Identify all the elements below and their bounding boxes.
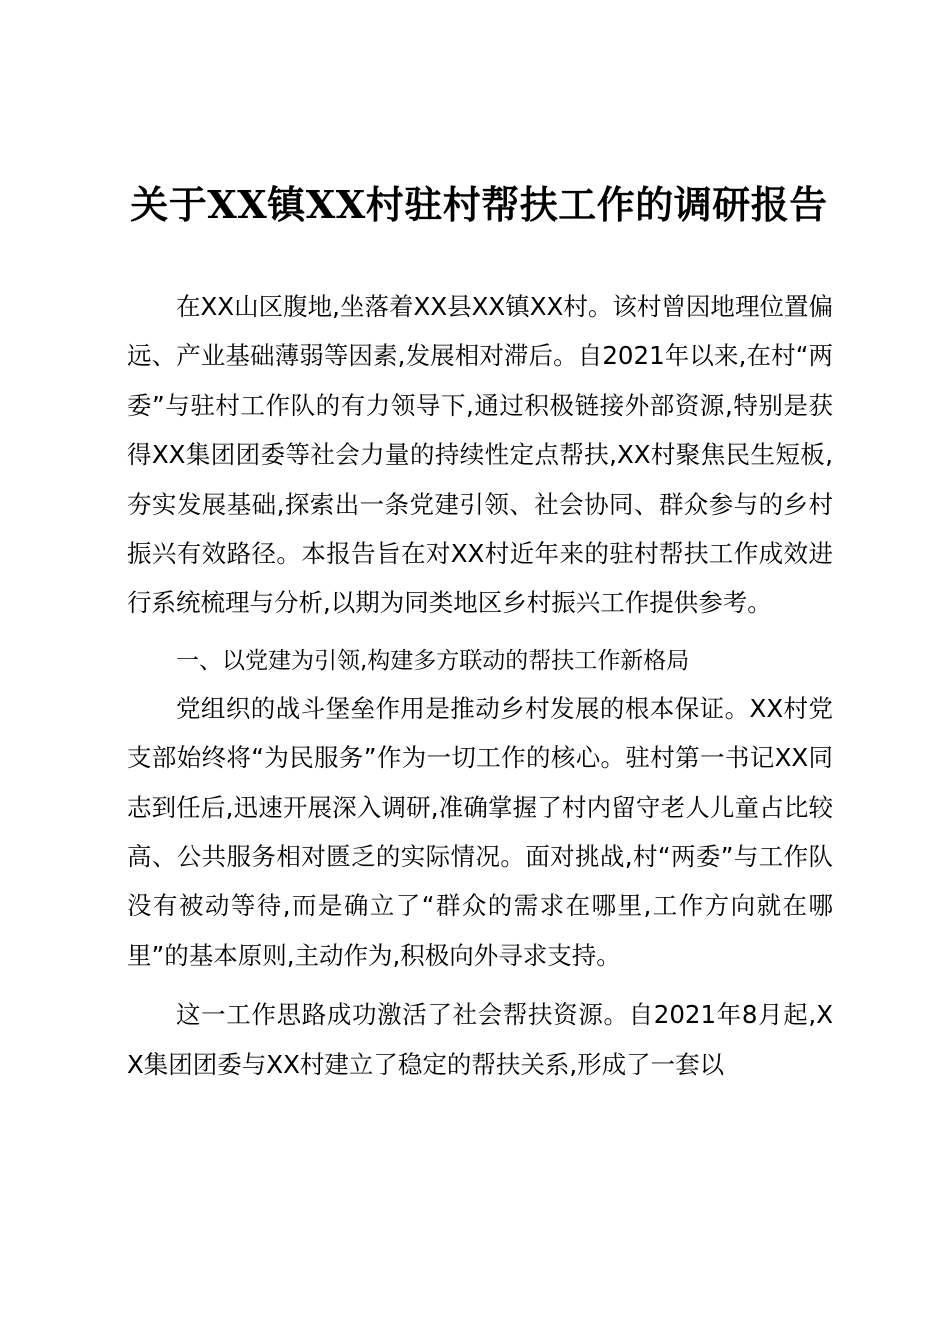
document-title: 关于XX镇XX村驻村帮扶工作的调研报告 bbox=[130, 182, 828, 227]
section-1-paragraph-2: 这一工作思路成功激活了社会帮扶资源。自2021年8月起,XX集团团委与XX村建立了稳定的帮扶关系,形成了一套以 bbox=[127, 1000, 833, 1079]
document-body bbox=[127, 282, 833, 1089]
section-heading-1: 一、以党建为引领,构建多方联动的帮扶工作新格局 bbox=[176, 647, 690, 674]
section-1-paragraph-1: 党组织的战斗堡垒作用是推动乡村发展的根本保证。XX村党支部始终将“为民服务”作为一切工作的核心。驻村第一书记XX同志到任后,迅速开展深入调研,准确掌握了村内留守老人儿童占比较高、公共服务相对匮乏的实际情况。面对挑战,村“两委”与工作队没有被动等待,而是确立了“群众的需求在哪里,工作方向就在哪里”的基本原则,主动作为,积极向外寻求支持。 bbox=[127, 693, 833, 970]
intro-paragraph: 在XX山区腹地,坐落着XX县XX镇XX村。该村曾因地理位置偏远、产业基础薄弱等因素,发展相对滞后。自2021年以来,在村“两委”与驻村工作队的有力领导下,通过积极链接外部资源,特别是获得XX集团团委等社会力量的持续性定点帮扶,XX村聚焦民生短板,夯实发展基础,探索出一条党建引领、社会协同、群众参与的乡村振兴有效路径。本报告旨在对XX村近年来的驻村帮扶工作成效进行系统梳理与分析,以期为同类地区乡村振兴工作提供参考。 bbox=[127, 292, 833, 618]
